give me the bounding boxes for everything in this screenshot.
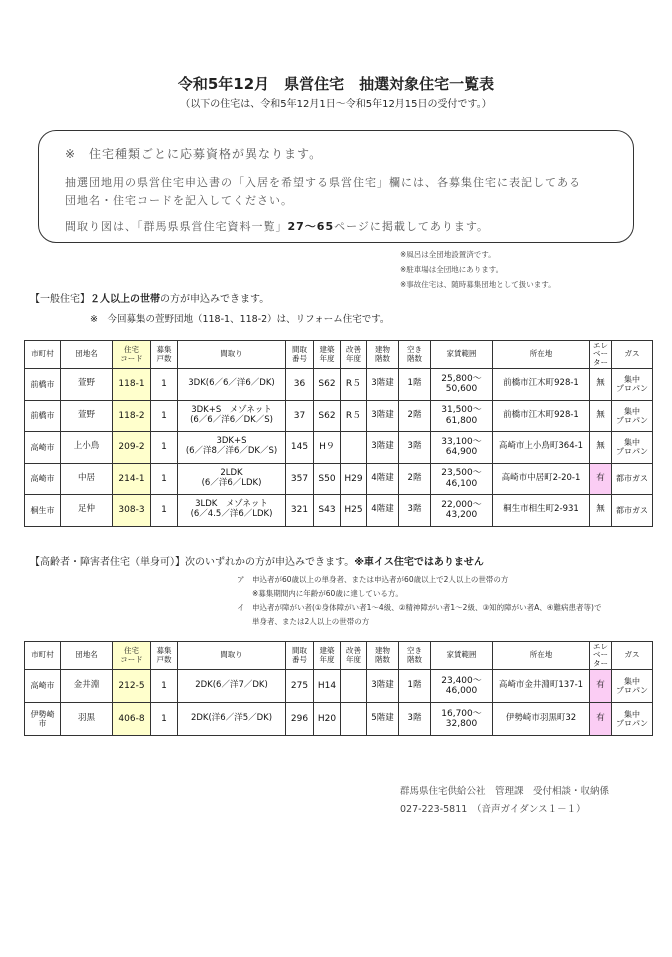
cell-code: 214-1 [113,463,151,495]
cell-layout-no: 357 [286,463,314,495]
cell-code: 118-1 [113,369,151,401]
cell-rent: 23,500～ 46,100 [431,463,493,495]
cell-layout: 3DK+S (6／洋8／洋6／DK／S) [178,432,286,464]
cell-rent: 25,800～ 50,600 [431,369,493,401]
cell-floors: 3階建 [367,400,399,432]
header-layout-no: 間取 番号 [286,341,314,369]
header-renovated: 改善 年度 [341,341,367,369]
cell-vacant-floor: 3階 [399,703,431,736]
general-housing-heading [30,293,269,307]
cell-address: 桐生市相生町2-931 [493,495,590,527]
header-vacant-floor: 空き 階数 [399,642,431,670]
header-built: 建築 年度 [314,341,341,369]
cell-units: 1 [151,400,178,432]
cell-layout: 2DK(6／洋7／DK) [178,670,286,703]
header-elevator: エレ ベー ター [590,642,612,670]
cell-gas: 集中 プロパン [612,400,653,432]
cell-estate: 萱野 [61,400,113,432]
cell-floors: 4階建 [367,463,399,495]
cell-elevator: 無 [590,495,612,527]
cell-address: 高崎市中居町2-20-1 [493,463,590,495]
cell-built: S43 [314,495,341,527]
condition-a: ア 申込者が60歳以上の単身者、または申込者が60歳以上で2人以上の世帯の方 [237,575,509,584]
cell-city: 桐生市 [25,495,61,527]
cell-code: 118-2 [113,400,151,432]
general-heading-label: 【一般住宅】 [30,294,90,305]
cell-layout: 3DK(6／6／洋6／DK) [178,369,286,401]
header-address: 所在地 [493,341,590,369]
cell-floors: 3階建 [367,369,399,401]
footer-phone: 027-223-5811 （音声ガイダンス１－１） [400,804,586,815]
cell-built: S62 [314,400,341,432]
header-elevator: エレ ベー ター [590,341,612,369]
general-housing-note: ※ 今回募集の萱野団地（118-1、118-2）は、リフォーム住宅です。 [90,314,390,325]
cell-city: 高崎市 [25,432,61,464]
header-code: 住宅 コード [113,642,151,670]
header-address: 所在地 [493,642,590,670]
floorplan-note [65,220,489,234]
cell-gas: 集中 プロパン [612,703,653,736]
cell-units: 1 [151,670,178,703]
cell-renovated [341,703,367,736]
cell-gas: 都市ガス [612,495,653,527]
cell-renovated: H25 [341,495,367,527]
note-bath: ※風呂は全団地設置済です。 [400,250,496,259]
cell-estate: 中居 [61,463,113,495]
cell-rent: 31,500～ 61,800 [431,400,493,432]
cell-address: 前橋市江木町928-1 [493,369,590,401]
cell-vacant-floor: 1階 [399,369,431,401]
cell-units: 1 [151,369,178,401]
header-rent: 家賃範囲 [431,341,493,369]
cell-elevator: 有 [590,703,612,736]
table-row [25,369,653,401]
cell-vacant-floor: 2階 [399,463,431,495]
cell-address: 前橋市江木町928-1 [493,400,590,432]
header-estate: 団地名 [61,341,113,369]
cell-elevator: 無 [590,400,612,432]
table-row [25,703,653,736]
page-title: 令和5年12月 県営住宅 抽選対象住宅一覧表 [177,75,495,93]
cell-renovated: R５ [341,400,367,432]
floorplan-note-post: ページに掲載してあります。 [334,220,490,233]
floorplan-pages: 27～65 [287,220,335,233]
cell-gas: 集中 プロパン [612,670,653,703]
cell-renovated: R５ [341,369,367,401]
condition-b: イ 申込者が障がい者(①身体障がい者1～4級、②精神障がい者1～2級、③知的障がい者A、④難病患者等)で [237,603,602,612]
header-layout: 間取り [178,341,286,369]
cell-estate: 金井淵 [61,670,113,703]
small-notes [400,247,556,292]
header-code: 住宅 コード [113,341,151,369]
note-accident-housing: ※事故住宅は、随時募集団地として扱います。 [400,280,556,289]
cell-built: H14 [314,670,341,703]
cell-floors: 5階建 [367,703,399,736]
cell-address: 伊勢崎市羽黒町32 [493,703,590,736]
cell-floors: 3階建 [367,432,399,464]
elderly-housing-heading [30,556,484,570]
cell-renovated [341,432,367,464]
cell-units: 1 [151,703,178,736]
cell-floors: 4階建 [367,495,399,527]
cell-vacant-floor: 2階 [399,400,431,432]
cell-city: 高崎市 [25,670,61,703]
table-row [25,400,653,432]
cell-vacant-floor: 3階 [399,495,431,527]
cell-code: 212-5 [113,670,151,703]
general-housing-table [24,340,653,527]
cell-code: 209-2 [113,432,151,464]
cell-built: S62 [314,369,341,401]
instruction-line-1: 抽選団地用の県営住宅申込書の「入居を希望する県営住宅」欄には、各募集住宅に表記してある [65,176,581,189]
cell-layout-no: 275 [286,670,314,703]
table-row [25,495,653,527]
cell-layout-no: 321 [286,495,314,527]
cell-layout: 2DK(洋6／洋5／DK) [178,703,286,736]
cell-gas: 集中 プロパン [612,432,653,464]
footer-office: 群馬県住宅供給公社 管理課 受付相談・収納係 [400,786,610,797]
cell-rent: 22,000～ 43,200 [431,495,493,527]
cell-address: 高崎市金井淵町137-1 [493,670,590,703]
cell-layout: 3LDK メゾネット (6／4.5／洋6／LDK) [178,495,286,527]
general-heading-rest: の方が申込みできます。 [160,294,270,305]
elderly-housing-table [24,641,653,736]
header-units: 募集 戸数 [151,642,178,670]
general-heading-bold: ２人以上の世帯 [90,294,160,305]
cell-estate: 足仲 [61,495,113,527]
cell-layout-no: 37 [286,400,314,432]
cell-city: 伊勢崎市 [25,703,61,736]
cell-gas: 都市ガス [612,463,653,495]
page-subtitle: （以下の住宅は、令和5年12月1日～令和5年12月15日の受付です。） [180,99,492,110]
cell-city: 高崎市 [25,463,61,495]
condition-b-continued: 単身者、または2人以上の世帯の方 [252,617,370,626]
cell-built: H９ [314,432,341,464]
cell-units: 1 [151,432,178,464]
cell-renovated: H29 [341,463,367,495]
table-row [25,463,653,495]
cell-code: 308-3 [113,495,151,527]
header-floors: 建物 階数 [367,642,399,670]
cell-layout: 3DK+S メゾネット (6／6／洋6／DK／S) [178,400,286,432]
cell-rent: 23,400～ 46,000 [431,670,493,703]
cell-gas: 集中 プロパン [612,369,653,401]
elderly-heading-bold: ※車イス住宅ではありません [354,557,484,568]
cell-city: 前橋市 [25,369,61,401]
cell-elevator: 有 [590,670,612,703]
cell-city: 前橋市 [25,400,61,432]
cell-units: 1 [151,495,178,527]
header-built: 建築 年度 [314,642,341,670]
header-layout-no: 間取 番号 [286,642,314,670]
cell-elevator: 無 [590,369,612,401]
header-units: 募集 戸数 [151,341,178,369]
header-gas: ガス [612,341,653,369]
cell-built: H20 [314,703,341,736]
cell-layout-no: 36 [286,369,314,401]
header-city: 市町村 [25,341,61,369]
header-estate: 団地名 [61,642,113,670]
cell-built: S50 [314,463,341,495]
notice-box [38,130,634,243]
cell-vacant-floor: 3階 [399,432,431,464]
table-row [25,670,653,703]
note-parking: ※駐車場は全団地にあります。 [400,265,504,274]
cell-rent: 16,700～ 32,800 [431,703,493,736]
cell-renovated [341,670,367,703]
floorplan-note-pre: 間取り図は、「群馬県県営住宅資料一覧」 [65,220,288,233]
cell-layout-no: 296 [286,703,314,736]
cell-units: 1 [151,463,178,495]
cell-vacant-floor: 1階 [399,670,431,703]
header-renovated: 改善 年度 [341,642,367,670]
header-vacant-floor: 空き 階数 [399,341,431,369]
header-rent: 家賃範囲 [431,642,493,670]
cell-layout: 2LDK (6／洋6／LDK) [178,463,286,495]
cell-estate: 萱野 [61,369,113,401]
header-floors: 建物 階数 [367,341,399,369]
condition-a-note: ※募集期間内に年齢が60歳に達している方。 [252,589,403,598]
header-row [25,642,653,670]
instruction-line-2: 団地名・住宅コードを記入してください。 [65,194,293,207]
header-gas: ガス [612,642,653,670]
cell-elevator: 有 [590,463,612,495]
cell-estate: 羽黒 [61,703,113,736]
eligibility-note: ※ 住宅種類ごとに応募資格が異なります。 [65,147,323,161]
header-layout: 間取り [178,642,286,670]
cell-layout-no: 145 [286,432,314,464]
cell-address: 高崎市上小鳥町364-1 [493,432,590,464]
cell-elevator: 無 [590,432,612,464]
cell-code: 406-8 [113,703,151,736]
header-row [25,341,653,369]
cell-floors: 3階建 [367,670,399,703]
cell-rent: 33,100～ 64,900 [431,432,493,464]
table-row [25,432,653,464]
cell-estate: 上小鳥 [61,432,113,464]
elderly-heading-text: 【高齢者・障害者住宅（単身可）】次のいずれかの方が申込みできます。 [30,557,355,568]
header-city: 市町村 [25,642,61,670]
